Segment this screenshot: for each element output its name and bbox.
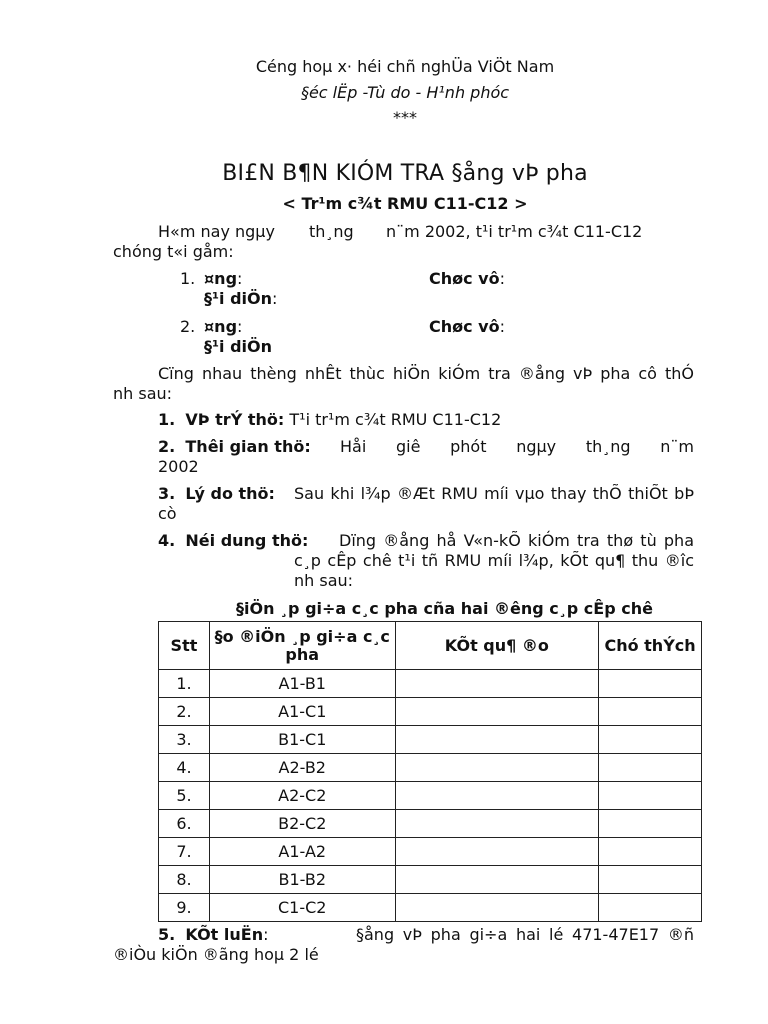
person-rep-label: §¹i diÖn: [204, 289, 272, 308]
national-motto: §éc lËp -Tù do - H¹nh phóc: [300, 83, 510, 102]
item-text: T¹i tr¹m c¾t RMU C11-C12: [289, 410, 502, 429]
national-title: Céng hoµ x· héi chñ nghÜa ViÖt Nam: [255, 57, 555, 76]
person-role-label: Chøc vô: [429, 317, 500, 336]
stars-divider: ***: [393, 108, 417, 127]
header-measure: §o ®iÖn ¸p gi÷a c¸c pha: [209, 622, 395, 670]
item-text2: ®iÒu kiÖn ®ãng hoµ 2 lé: [113, 945, 319, 964]
measurement-table: [158, 621, 702, 922]
table-row: 3. B1-C1: [159, 726, 702, 754]
person-num: 1.: [180, 269, 196, 288]
document-title: BI£N B¶N KIÓM TRA §ång vÞ pha: [222, 161, 588, 186]
table-row: 2. A1-C1: [159, 698, 702, 726]
intro-date-a: H«m nay ngµy: [158, 222, 275, 241]
item-text3: nh sau:: [294, 571, 354, 590]
table-row: 9. C1-C2: [159, 894, 702, 922]
table-row: 5. A2-C2: [159, 782, 702, 810]
intro-line2: chóng t«i gåm:: [113, 242, 234, 261]
item-text2: cò: [158, 504, 177, 523]
item-text2: c¸p cÊp chê t¹i tñ RMU míi l¾p, kÕt qu¶ thu ®îc: [294, 551, 694, 570]
table-row: 1. A1-B1: [159, 670, 702, 698]
table-row: 6. B2-C2: [159, 810, 702, 838]
person-num: 2.: [180, 317, 196, 336]
table-caption: §iÖn ¸p gi÷a c¸c pha cña hai ®êng c¸p cÊp chê: [236, 599, 653, 618]
intro-date-b: th¸ng: [309, 222, 354, 241]
item-text: §ång vÞ pha gi÷a hai lé 471-47E17 ®ñ: [356, 925, 694, 944]
item-text2: 2002: [158, 457, 199, 476]
item-vi-tri: 1. VÞ trÝ thö: T¹i tr¹m c¾t RMU C11-C12: [158, 410, 502, 429]
header-result: KÕt qu¶ ®o: [395, 622, 599, 670]
agreement-line2: nh sau:: [113, 384, 173, 403]
item-label: Néi dung thö:: [185, 531, 309, 550]
item-label: Thêi gian thö:: [185, 437, 311, 456]
table-row: 7. A1-A2: [159, 838, 702, 866]
table-row: 8. B1-B2: [159, 866, 702, 894]
item-text: Håi giê phót ngµy th¸ng n¨m: [340, 437, 694, 456]
person-rep-label: §¹i diÖn: [204, 337, 272, 356]
person-name-label: ¤ng: [204, 269, 238, 288]
intro-date-c: n¨m 2002, t¹i tr¹m c¾t C11-C12: [386, 222, 643, 241]
agreement-line1: Cïng nhau thèng nhÊt thùc hiÖn kiÓm tra ®ång vÞ pha cô thÓ: [158, 364, 694, 383]
person-name-label: ¤ng: [204, 317, 238, 336]
rep-colon: :: [272, 289, 278, 308]
person-role-label: Chøc vô: [429, 269, 500, 288]
item-text: Dïng ®ång hå V«n-kÕ kiÓm tra thø tù pha: [339, 531, 694, 550]
item-label: KÕt luËn: [185, 925, 264, 944]
table-row: 4. A2-B2: [159, 754, 702, 782]
item-text: Sau khi l¾p ®Æt RMU míi vµo thay thÕ thiÕt bÞ: [294, 484, 694, 503]
item-label: Lý do thö:: [185, 484, 275, 503]
table-header-row: [159, 622, 702, 670]
item-label: VÞ trÝ thö:: [185, 410, 285, 429]
header-stt: Stt: [159, 622, 210, 670]
document-subtitle: < Tr¹m c¾t RMU C11-C12 >: [282, 194, 528, 213]
header-note: Chó thÝch: [599, 622, 702, 670]
